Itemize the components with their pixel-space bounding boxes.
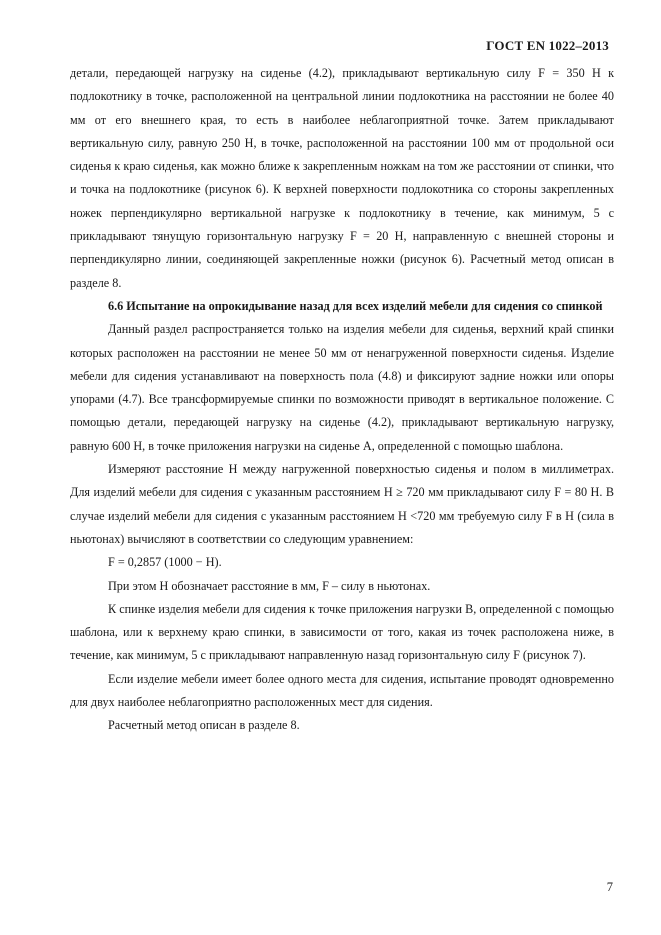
document-body [70, 62, 614, 738]
section-heading-6-6: 6.6 Испытание на опрокидывание назад для всех изделий мебели для сидения со спинкой [108, 298, 603, 313]
paragraph-measurement: Измеряют расстояние Н между нагруженной поверхностью сиденья и полом в миллиметрах. Для изделий мебели для сидения с указанным расстоянием Н ≥ 720 мм прикладывают силу F = 80 Н. В случае изделий мебели для сидения с указанным расстоянием Н <720 мм требуемую силу F в Н (сила в ньютонах) вычисляют в соответствии со следующим уравнением: [70, 462, 614, 546]
paragraph-variable-definitions: При этом Н обозначает расстояние в мм, F – силу в ньютонах. [108, 578, 431, 593]
force-formula: F = 0,2857 (1000 − Н). [108, 555, 222, 570]
paragraph-continuation: детали, передающей нагрузку на сиденье (4.2), прикладывают вертикальную силу F = 350 Н к подлокотнику в точке, расположенной на центральной линии подлокотника на расстоянии не более 40 мм от его внешнего края, то есть в наиболее неблагоприятной точке. Затем прикладывают вертикальную силу, равную 250 Н, в точке, расположенной на расстоянии 100 мм от продольной оси сиденья к краю сиденья, как можно ближе к закрепленным ножкам на том же расстоянии от спинки, что и точка на подлокотнике (рисунок 6). К верхней поверхности подлокотника со стороны закрепленных ножек перпендикулярно вертикальной нагрузке к подлокотнику в течение, как минимум, 5 с прикладывают тянущую горизонтальную нагрузку F = 20 Н, направленную с внешней стороны и перпендикулярно линии, соединяющей закрепленные ножки (рисунок 6). Расчетный метод описан в разделе 8. [70, 66, 614, 290]
paragraph-multiple-seats: Если изделие мебели имеет более одного места для сидения, испытание проводят одновременно для двух наиболее неблагоприятно расположенных мест для сидения. [70, 671, 614, 710]
page-number: 7 [606, 880, 613, 894]
paragraph-scope: Данный раздел распространяется только на изделия мебели для сиденья, верхний край спинки которых расположен на расстоянии не менее 50 мм от ненагруженной поверхности сиденья. Изделие мебели для сидения устанавливают на поверхность пола (4.8) и фиксируют задние ножки или опоры упорами (4.7). Все трансформируемые спинки по возможности приводят в вертикальное положение. С помощью детали, передающей нагрузку на сиденье (4.2), прикладывают вертикальную нагрузку, равную 600 Н, в точке приложения нагрузки на сиденье А, определенной с помощью шаблона. [70, 322, 614, 453]
paragraph-calculation-reference: Расчетный метод описан в разделе 8. [108, 718, 300, 733]
document-code-header: ГОСТ EN 1022–2013 [486, 38, 609, 53]
paragraph-backrest-force: К спинке изделия мебели для сидения к точке приложения нагрузки В, определенной с помощью шаблона, или к верхнему краю спинки, в зависимости от того, какая из точек расположена ниже, в течение, как минимум, 5 с прикладывают направленную назад горизонтальную силу F (рисунок 7). [70, 601, 614, 663]
